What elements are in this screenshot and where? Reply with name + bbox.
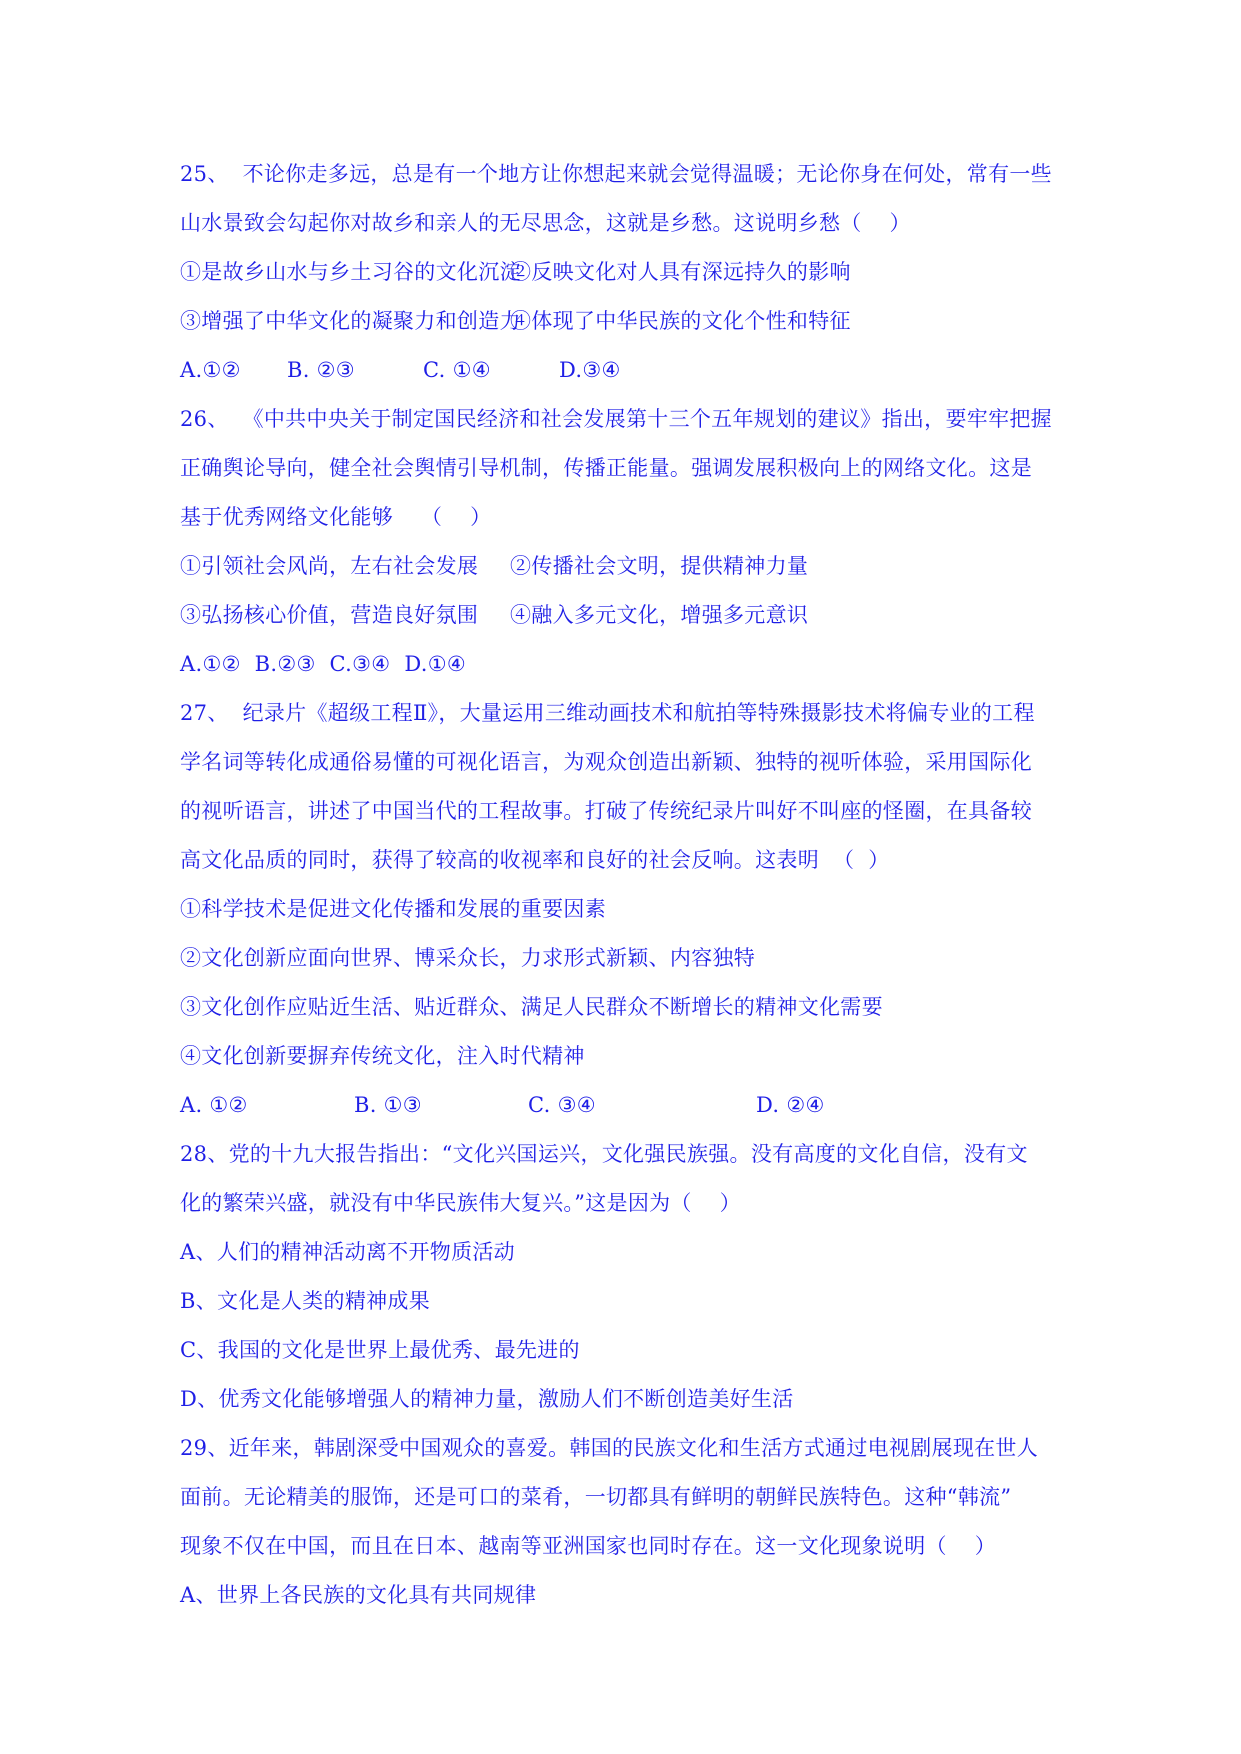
q27-option-b: B. ①③ — [354, 1093, 422, 1117]
q27-stem-line4: 高文化品质的同时，获得了较高的收视率和良好的社会反响。这表明 （ ） — [180, 848, 890, 872]
q25-option-d: D.③④ — [559, 358, 621, 382]
q29-option-a: A、世界上各民族的文化具有共同规律 — [180, 1583, 537, 1607]
q26-item1: ①引领社会风尚，左右社会发展 — [180, 554, 479, 578]
q28-stem-line2: 化的繁荣兴盛，就没有中华民族伟大复兴。”这是因为（ ） — [180, 1191, 741, 1215]
q28-stem-line1: 28、党的十九大报告指出：“文化兴国运兴，文化强民族强。没有高度的文化自信，没有文 — [180, 1142, 1028, 1166]
q26-stem-line2: 正确舆论导向，健全社会舆情引导机制，传播正能量。强调发展积极向上的网络文化。这是 — [180, 456, 1032, 480]
q25-item3: ③增强了中华文化的凝聚力和创造力 — [180, 309, 521, 333]
q26-stem-line3: 基于优秀网络文化能够 （ ） — [180, 505, 492, 529]
q26-items-row1 — [180, 542, 1075, 591]
q26-stem-line1: 26、 《中共中央关于制定国民经济和社会发展第十三个五年规划的建议》指出，要牢牢把握 — [180, 407, 1052, 431]
q28-option-a: A、人们的精神活动离不开物质活动 — [180, 1240, 515, 1264]
q25-option-b: B. ②③ — [287, 358, 355, 382]
q27-stem-line1: 27、 纪录片《超级工程Ⅱ》，大量运用三维动画技术和航拍等特殊摄影技术将偏专业的工程 — [180, 701, 1035, 725]
q26-items-row2 — [180, 591, 1075, 640]
q29-stem-line3: 现象不仅在中国，而且在日本、越南等亚洲国家也同时存在。这一文化现象说明（ ） — [180, 1534, 996, 1558]
q26-item2: ②传播社会文明，提供精神力量 — [510, 554, 809, 578]
q29-stem-line2: 面前。无论精美的服饰，还是可口的菜肴，一切都具有鲜明的朝鲜民族特色。这种“韩流” — [180, 1485, 1012, 1509]
q27-item2: ②文化创新应面向世界、博采众长，力求形式新颖、内容独特 — [180, 946, 756, 970]
q27-stem-line2: 学名词等转化成通俗易懂的可视化语言，为观众创造出新颖、独特的视听体验，采用国际化 — [180, 750, 1032, 774]
q27-item3: ③文化创作应贴近生活、贴近群众、满足人民群众不断增长的精神文化需要 — [180, 995, 883, 1019]
q29-stem-line1: 29、近年来，韩剧深受中国观众的喜爱。韩国的民族文化和生活方式通过电视剧展现在世人 — [180, 1436, 1039, 1460]
q26-item3: ③弘扬核心价值，营造良好氛围 — [180, 603, 479, 627]
q27-stem-line3: 的视听语言，讲述了中国当代的工程故事。打破了传统纪录片叫好不叫座的怪圈，在具备较 — [180, 799, 1032, 823]
q27-option-c: C. ③④ — [528, 1093, 596, 1117]
q27-option-a: A. ①② — [180, 1093, 248, 1117]
q28-option-c: C、我国的文化是世界上最优秀、最先进的 — [180, 1338, 580, 1362]
q25-items-row1 — [180, 248, 1075, 297]
q25-options — [180, 346, 1075, 395]
q25-stem-line2: 山水景致会勾起你对故乡和亲人的无尽思念，这就是乡愁。这说明乡愁（ ） — [180, 211, 911, 235]
q27-item1: ①科学技术是促进文化传播和发展的重要因素 — [180, 897, 606, 921]
q26-options: A.①② B.②③ C.③④ D.①④ — [180, 652, 466, 676]
q27-option-d: D. ②④ — [756, 1093, 825, 1117]
q28-option-b: B、文化是人类的精神成果 — [180, 1289, 431, 1313]
q25-item4: ④体现了中华民族的文化个性和特征 — [510, 309, 851, 333]
q27-item4: ④文化创新要摒弃传统文化，注入时代精神 — [180, 1044, 585, 1068]
exam-content — [180, 150, 1075, 1620]
q25-item2: ②反映文化对人具有深远持久的影响 — [510, 260, 851, 284]
q25-items-row2 — [180, 297, 1075, 346]
q28-option-d: D、优秀文化能够增强人的精神力量，激励人们不断创造美好生活 — [180, 1387, 794, 1411]
q25-item1: ①是故乡山水与乡土习谷的文化沉淀 — [180, 260, 521, 284]
q27-options — [180, 1081, 1075, 1130]
q25-option-c: C. ①④ — [423, 358, 491, 382]
q25-stem-line1: 25、 不论你走多远，总是有一个地方让你想起来就会觉得温暖；无论你身在何处，常有一些 — [180, 162, 1052, 186]
q26-item4: ④融入多元文化，增强多元意识 — [510, 603, 809, 627]
q25-option-a: A.①② — [180, 358, 241, 382]
